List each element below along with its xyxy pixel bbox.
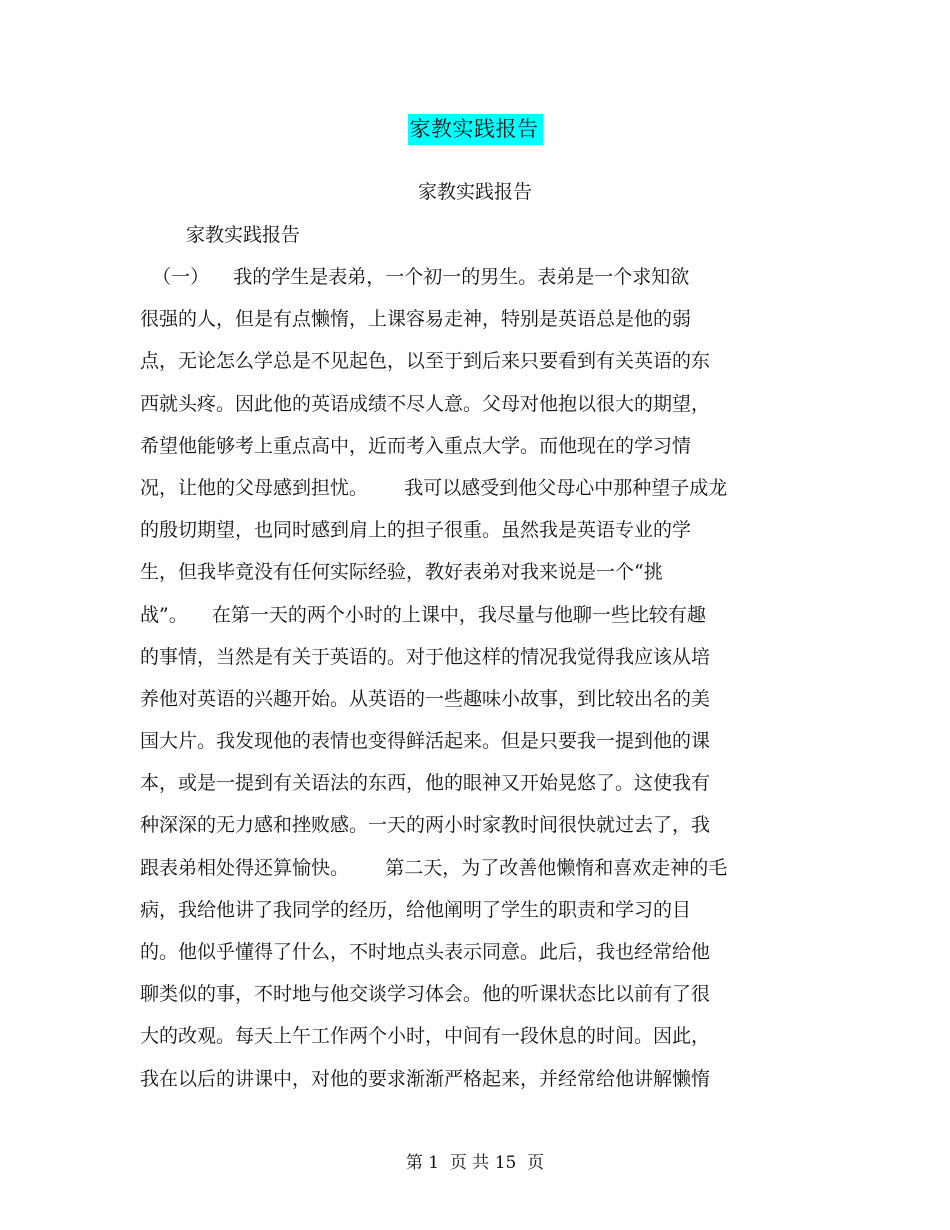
text-line: 战”。 在第一天的两个小时的上课中，我尽量与他聊一些比较有趣 (140, 603, 706, 626)
text-line: 病，我给他讲了我同学的经历，给他阐明了学生的职责和学习的目 (140, 898, 692, 921)
text-line: 很强的人，但是有点懒惰，上课容易走神，特别是英语总是他的弱 (140, 308, 692, 331)
text-line: （一） 我的学生是表弟，一个初一的男生。表弟是一个求知欲 (140, 266, 690, 288)
text-line: 的事情，当然是有关于英语的。对于他这样的情况我觉得我应该从培 (140, 645, 711, 668)
text-line: 希望他能够考上重点高中，近而考入重点大学。而他现在的学习情 (140, 434, 692, 457)
body-text (140, 262, 780, 1106)
text-line: 的殷切期望，也同时感到肩上的担子很重。虽然我是英语专业的学 (140, 519, 692, 542)
text-line: 养他对英语的兴趣开始。从英语的一些趣味小故事，到比较出名的美 (140, 687, 711, 710)
text-line: 西就头疼。因此他的英语成绩不尽人意。父母对他抱以很大的期望， (140, 392, 711, 415)
document-subtitle: 家教实践报告 (417, 181, 532, 203)
text-line: 生，但我毕竟没有任何实际经验，教好表弟对我来说是一个“挑 (140, 561, 663, 584)
title-container (0, 114, 950, 145)
text-line: 况，让他的父母感到担忧。 我可以感受到他父母心中那种望子成龙 (140, 476, 728, 499)
text-line: 种深深的无力感和挫败感。一天的两小时家教时间很快就过去了，我 (140, 814, 711, 837)
text-line: 点，无论怎么学总是不见起色，以至于到后来只要看到有关英语的东 (140, 350, 711, 373)
page-footer: 第 1 页 共 15 页 (405, 1153, 545, 1173)
section-heading: 家教实践报告 (186, 224, 301, 246)
text-line: 的。他似乎懂得了什么，不时地点头表示同意。此后，我也经常给他 (140, 941, 711, 963)
page-title: 家教实践报告 (408, 114, 543, 145)
text-line: 国大片。我发现他的表情也变得鲜活起来。但是只要我一提到他的课 (140, 730, 711, 753)
text-line: 大的改观。每天上午工作两个小时，中间有一段休息的时间。因此， (140, 1025, 711, 1048)
text-line: 聊类似的事，不时地与他交谈学习体会。他的听课状态比以前有了很 (140, 983, 711, 1006)
text-line: 跟表弟相处得还算愉快。 第二天，为了改善他懒惰和喜欢走神的毛 (140, 856, 728, 879)
text-line: 本，或是一提到有关语法的东西，他的眼神又开始晃悠了。这使我有 (140, 772, 711, 795)
text-line: 我在以后的讲课中，对他的要求渐渐严格起来，并经常给他讲解懒惰 (140, 1067, 711, 1090)
